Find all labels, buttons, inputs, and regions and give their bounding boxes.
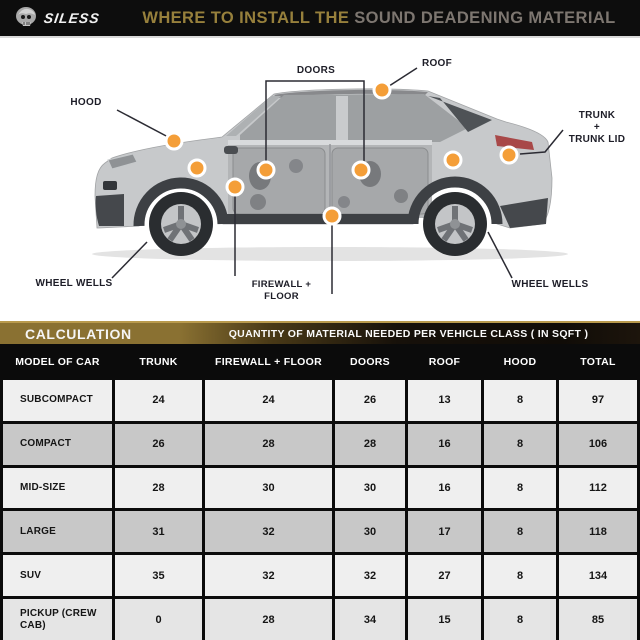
table-cell: 112 (559, 468, 637, 509)
table-row-model: SUV (3, 555, 112, 596)
brand-name: SILESS (42, 10, 101, 26)
table-cell: 34 (335, 599, 405, 640)
table-cell: 8 (484, 380, 556, 421)
page-title-gold: WHERE TO INSTALL THE (142, 8, 350, 27)
label-firewall-floor: FIREWALL + FLOOR (251, 279, 312, 302)
table-cell: 32 (205, 555, 332, 596)
table-cell: 32 (335, 555, 405, 596)
table-cell: 24 (205, 380, 332, 421)
table-cell: 30 (205, 468, 332, 509)
marker-quarter-panel (445, 152, 461, 168)
table-row-model: MID-SIZE (3, 468, 112, 509)
quantity-table (0, 380, 640, 640)
table-cell: 28 (205, 599, 332, 640)
table-cell: 26 (115, 424, 202, 465)
b-pillar (336, 96, 348, 142)
table-cell: 28 (335, 424, 405, 465)
label-trunk: TRUNK + TRUNK LID (568, 110, 626, 145)
table-row-model: SUBCOMPACT (3, 380, 112, 421)
door-hole (338, 196, 350, 208)
front-door-frame (233, 148, 325, 214)
table-cell: 28 (205, 424, 332, 465)
label-roof: ROOF (421, 58, 453, 69)
front-wheel (149, 192, 213, 256)
page-title-gray: SOUND DEADENING MATERIAL (354, 8, 616, 27)
table-cell: 16 (408, 424, 481, 465)
table-cell: 26 (335, 380, 405, 421)
table-cell: 8 (484, 555, 556, 596)
marker-firewall (227, 179, 243, 195)
col-header-total: TOTAL (580, 356, 616, 368)
col-header-trunk: TRUNK (139, 356, 178, 368)
table-cell: 8 (484, 468, 556, 509)
table-cell: 24 (115, 380, 202, 421)
table-cell: 16 (408, 468, 481, 509)
skull-logo-icon (14, 6, 40, 30)
marker-front-door (258, 162, 274, 178)
table-header-row (0, 344, 640, 380)
rear-wheel (423, 192, 487, 256)
table-row-model: LARGE (3, 511, 112, 552)
page-title (128, 9, 640, 28)
label-hood: HOOD (70, 97, 102, 108)
col-header-doors: DOORS (349, 356, 390, 368)
car-diagram-section (0, 38, 640, 321)
table-cell: 15 (408, 599, 481, 640)
marker-floor (324, 208, 340, 224)
table-cell: 13 (408, 380, 481, 421)
table-cell: 8 (484, 424, 556, 465)
table-cell: 30 (335, 468, 405, 509)
calculation-subtitle: QUANTITY OF MATERIAL NEEDED PER VEHICLE CLASS ( IN SQFT ) (228, 327, 589, 340)
table-cell: 31 (115, 511, 202, 552)
rocker-panel (224, 214, 414, 224)
table-row-model: PICKUP (CREW CAB) (3, 599, 112, 640)
header-bar (0, 0, 640, 38)
fog-light (103, 181, 117, 190)
col-header-firewall-floor: FIREWALL + FLOOR (215, 356, 322, 368)
table-cell: 106 (559, 424, 637, 465)
table-cell: 85 (559, 599, 637, 640)
marker-roof (374, 82, 390, 98)
table-cell: 32 (205, 511, 332, 552)
table-cell: 8 (484, 599, 556, 640)
marker-trunk (501, 147, 517, 163)
table-cell: 0 (115, 599, 202, 640)
table-cell: 30 (335, 511, 405, 552)
table-row-model: COMPACT (3, 424, 112, 465)
brand-logo (0, 6, 128, 30)
marker-rear-door (353, 162, 369, 178)
col-header-hood: HOOD (503, 356, 537, 368)
door-hole (250, 194, 266, 210)
table-cell: 118 (559, 511, 637, 552)
table-cell: 97 (559, 380, 637, 421)
col-header-model: MODEL OF CAR (15, 356, 100, 368)
side-mirror (224, 146, 238, 154)
label-wheel-wells-left: WHEEL WELLS (35, 278, 113, 289)
table-cell: 8 (484, 511, 556, 552)
label-wheel-wells-right: WHEEL WELLS (511, 279, 589, 290)
table-cell: 35 (115, 555, 202, 596)
marker-hood (166, 133, 182, 149)
col-header-roof: ROOF (428, 356, 461, 368)
calculation-title: CALCULATION (25, 325, 132, 342)
door-hole (289, 159, 303, 173)
label-doors: DOORS (296, 65, 336, 76)
table-cell: 17 (408, 511, 481, 552)
table-cell: 134 (559, 555, 637, 596)
marker-cowl (189, 160, 205, 176)
calculation-bar (0, 321, 640, 344)
front-bumper (96, 194, 124, 226)
table-cell: 27 (408, 555, 481, 596)
table-cell: 28 (115, 468, 202, 509)
door-hole (394, 189, 408, 203)
